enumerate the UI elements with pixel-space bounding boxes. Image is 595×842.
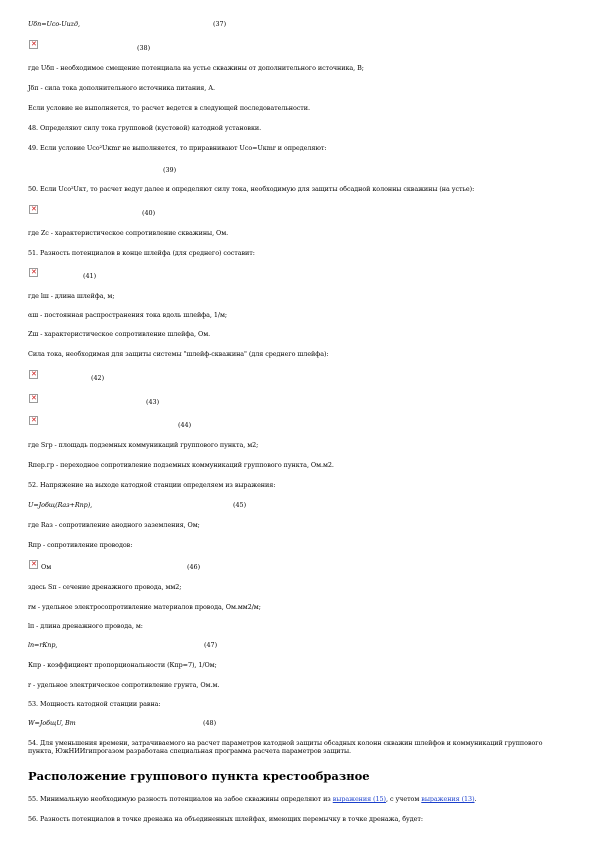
text-line: 52. Напряжение на выходе катодной станции определяем из выражения:	[28, 481, 276, 489]
text-line: 56. Разность потенциалов в точке дренажа на объединенных шлейфах, имеющих перемычку в точке дренажа, будет:	[28, 815, 423, 823]
formula-48: W=JобщU, Вт	[28, 719, 76, 727]
equation-number-47: (47)	[204, 641, 218, 649]
text-line: где lш - длина шлейфа, м;	[28, 292, 115, 300]
broken-image-icon	[29, 268, 38, 277]
text-line: rм - удельное электросопротивление материалов провода, Ом.мм2/м;	[28, 603, 261, 611]
text-line: Rпр - сопротивление проводов:	[28, 541, 133, 549]
text-line: Если условие не выполняется, то расчет ведется в следующей последовательности.	[28, 104, 310, 112]
text-line: r - удельное электрическое сопротивление грунта, Ом.м.	[28, 681, 220, 689]
text-line: где Uδп - необходимое смещение потенциала на устье скважины от дополнительного источника, В;	[28, 64, 364, 72]
equation-number-48: (48)	[203, 719, 217, 727]
text-line: Jδп - сила тока дополнительного источника питания, А.	[28, 84, 216, 92]
broken-image-icon	[29, 394, 38, 403]
text-line: lп - длина дренажного провода, м:	[28, 622, 143, 630]
text-line: Сила тока, необходимая для защиты системы "шлейф-скважина" (для среднего шлейфа):	[28, 350, 329, 358]
section-heading: Расположение группового пункта крестообразное	[28, 769, 370, 783]
equation-number-41: (41)	[83, 272, 97, 280]
text-line: где Zc - характеристическое сопротивление скважины, Ом.	[28, 229, 229, 237]
equation-number-45: (45)	[233, 501, 247, 509]
broken-image-icon	[29, 205, 38, 214]
broken-image-icon	[29, 370, 38, 379]
broken-image-icon	[29, 40, 38, 49]
equation-number-44: (44)	[178, 421, 192, 429]
equation-number-40: (40)	[142, 209, 156, 217]
formula-45: U=Jобщ(Rаз+Rпр),	[28, 501, 93, 509]
text-line: 53. Мощность катодной станции равна:	[28, 700, 161, 708]
equation-number-37: (37)	[213, 20, 227, 28]
text-line: здесь Sп - сечение дренажного провода, мм2;	[28, 583, 182, 591]
text-line: где Rаз - сопротивление анодного заземления, Ом;	[28, 521, 200, 529]
text-fragment: 55. Минимальную необходимую разность потенциалов на забое скважины определяют из	[28, 795, 333, 803]
link-expression-13[interactable]: выражения (13)	[421, 795, 475, 803]
text-fragment: .	[474, 795, 477, 803]
text-fragment: , с учетом	[385, 795, 422, 803]
text-paragraph: 54. Для уменьшения времени, затрачиваемого на расчет параметров катодной защиты обсадных колонн скважин шлейфов и коммуникаций группового пункта, ЮжНИИгипрогазом разработана специальная программа расчета параметров защиты.	[28, 739, 543, 755]
text-line: Кпр - коэффициент пропорциональности (Кпр=7), 1/Ом;	[28, 661, 217, 669]
equation-number-42: (42)	[91, 374, 105, 382]
equation-number-38: (38)	[137, 44, 151, 52]
formula-47: lп=rКпр,	[28, 641, 58, 649]
link-expression-15[interactable]: выражения (15)	[332, 795, 386, 803]
text-line: где Sгр - площадь подземных коммуникаций группового пункта, м2;	[28, 441, 259, 449]
broken-image-icon	[29, 416, 38, 425]
text-line: 51. Разность потенциалов в конце шлейфа (для среднего) составит:	[28, 249, 255, 257]
text-line: 50. Если Uco²Uкт, то расчет ведут далее и определяют силу тока, необходимую для защиты обсадной колонны скважины (на устье):	[28, 185, 475, 193]
text-line: Rпер.гр - переходное сопротивление подземных коммуникаций группового пункта, Ом.м2.	[28, 461, 334, 469]
formula-37: Uδп=Uсо-Uиzд,	[28, 20, 80, 28]
equation-number-43: (43)	[146, 398, 160, 406]
unit-label: Ом	[41, 563, 52, 571]
text-line: αш - постоянная распространения тока вдоль шлейфа, 1/м;	[28, 311, 227, 319]
broken-image-icon	[29, 560, 38, 569]
text-line: 49. Если условие Uco²Uкmr не выполняется, то приравнивают Uco=Uкmr и определяют:	[28, 144, 327, 152]
text-line: 48. Определяют силу тока групповой (кустовой) катодной установки.	[28, 124, 262, 132]
text-line: Zш - характеристическое сопротивление шлейфа, Ом.	[28, 330, 211, 338]
equation-number-39: (39)	[163, 166, 177, 174]
equation-number-46: (46)	[187, 563, 201, 571]
text-line-with-links	[28, 795, 477, 803]
